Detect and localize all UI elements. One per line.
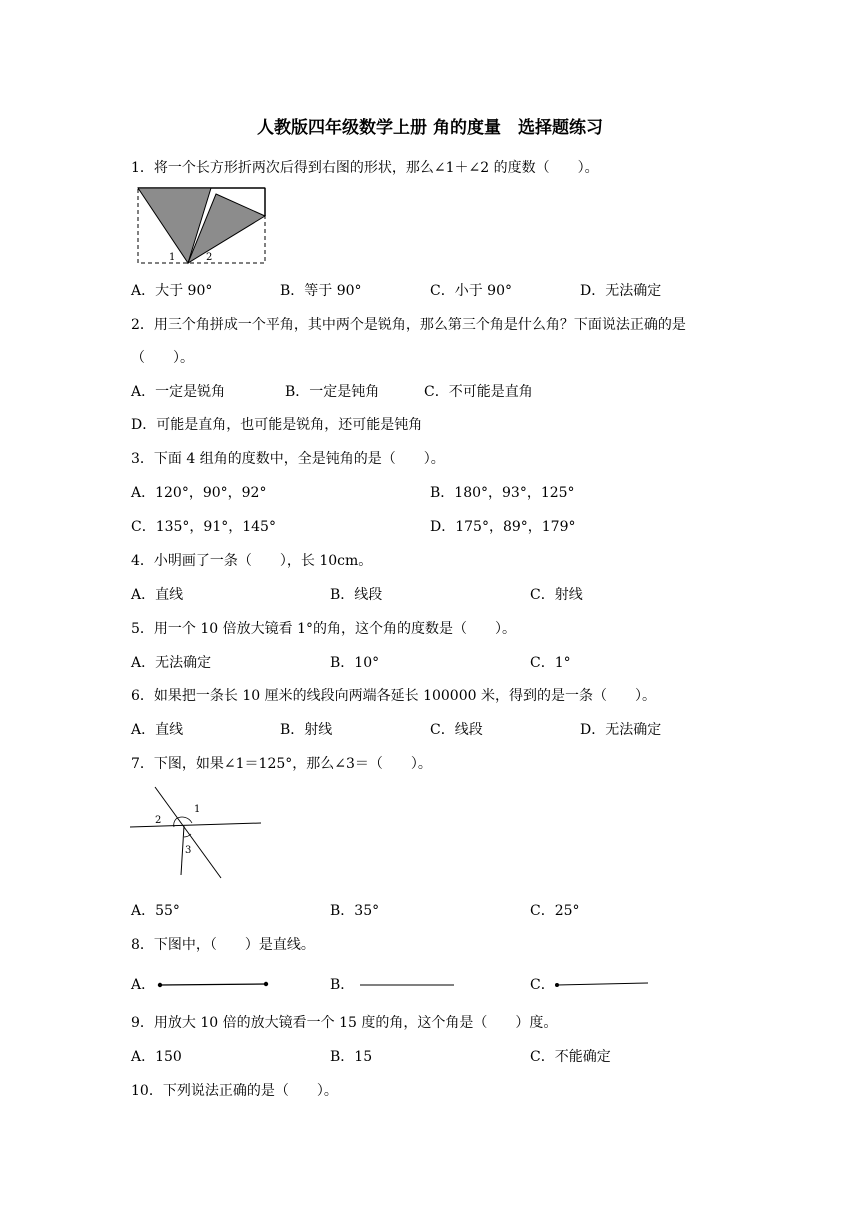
q8-segment-endpoint-right <box>264 982 268 986</box>
q6-option-a: A．直线 <box>131 722 184 738</box>
q1-folded-rectangle-figure <box>136 186 268 266</box>
q4-stem: 4．小明画了一条（ ），长 10cm。 <box>131 553 373 569</box>
q7-intersecting-lines-figure <box>128 785 264 881</box>
q6-option-d: D．无法确定 <box>580 722 662 738</box>
q2-stem-line2: （ ）。 <box>131 350 194 366</box>
q7-horizontal-line <box>130 823 261 827</box>
q6-option-c: C．线段 <box>430 722 483 738</box>
q7-angle-label-1: 1 <box>194 804 201 815</box>
q5-option-c: C．1° <box>530 655 571 671</box>
q8-ray-figure <box>554 979 650 989</box>
q8-stem: 8．下图中，（ ）是直线。 <box>131 937 315 953</box>
q9-option-a: A．150 <box>131 1049 182 1065</box>
q9-stem: 9．用放大 10 倍的放大镜看一个 15 度的角，这个角是（ ）度。 <box>131 1015 558 1031</box>
q6-stem: 6．如果把一条长 10 厘米的线段向两端各延长 100000 米，得到的是一条（ ）。 <box>131 688 656 704</box>
q3-option-c: C．135°，91°，145° <box>131 519 276 535</box>
q2-stem-line1: 2．用三个角拼成一个平角，其中两个是锐角，那么第三个角是什么角？下面说法正确的是 <box>131 317 686 333</box>
q4-option-c: C．射线 <box>530 587 583 603</box>
q2-option-d: D．可能是直角，也可能是锐角，还可能是钝角 <box>131 417 423 433</box>
q8-line-figure <box>358 980 456 990</box>
q1-option-a: A．大于 90° <box>131 283 213 299</box>
q1-option-d: D．无法确定 <box>580 283 662 299</box>
q8-ray-endpoint <box>555 983 559 987</box>
q7-angle-label-2: 2 <box>155 815 162 826</box>
q3-option-d: D．175°，89°，179° <box>430 519 576 535</box>
q8-option-b: B． <box>330 977 355 993</box>
q9-option-b: B．15 <box>330 1049 373 1065</box>
q1-stem: 1．将一个长方形折两次后得到右图的形状，那么∠1＋∠2 的度数（ ）。 <box>131 160 599 176</box>
q8-option-a: A． <box>131 977 156 993</box>
q1-option-c: C．小于 90° <box>430 283 512 299</box>
q7-stem: 7．下图，如果∠1＝125°，那么∠3＝（ ）。 <box>131 756 432 772</box>
q10-stem: 10．下列说法正确的是（ ）。 <box>131 1083 338 1099</box>
q8-option-c: C． <box>530 977 555 993</box>
q3-option-b: B．180°，93°，125° <box>430 485 575 501</box>
q5-stem: 5．用一个 10 倍放大镜看 1°的角，这个角的度数是（ ）。 <box>131 621 516 637</box>
q5-option-a: A．无法确定 <box>131 655 212 671</box>
q8-segment-figure <box>156 980 270 990</box>
q8-segment-endpoint-left <box>158 983 162 987</box>
q2-option-b: B．一定是钝角 <box>285 384 380 400</box>
q3-stem: 3．下面 4 组角的度数中，全是钝角的是（ ）。 <box>131 451 445 467</box>
q2-option-c: C．不可能是直角 <box>424 384 533 400</box>
q1-option-b: B．等于 90° <box>280 283 362 299</box>
q1-angle-label-1: 1 <box>169 252 176 263</box>
q7-option-b: B．35° <box>330 903 380 919</box>
q1-angle-label-2: 2 <box>206 252 213 263</box>
q9-option-c: C．不能确定 <box>530 1049 611 1065</box>
q3-option-a: A．120°，90°，92° <box>131 485 267 501</box>
q7-angle-label-3: 3 <box>185 845 192 856</box>
q7-option-c: C．25° <box>530 903 580 919</box>
q4-option-b: B．线段 <box>330 587 383 603</box>
q7-diagonal-line <box>155 787 221 878</box>
q6-option-b: B．射线 <box>280 722 333 738</box>
q7-vertical-ray <box>181 826 184 875</box>
q5-option-b: B．10° <box>330 655 380 671</box>
page-title: 人教版四年级数学上册 角的度量 选择题练习 <box>257 118 603 138</box>
q4-option-a: A．直线 <box>131 587 184 603</box>
q2-option-a: A．一定是锐角 <box>131 384 226 400</box>
q7-option-a: A．55° <box>131 903 180 919</box>
